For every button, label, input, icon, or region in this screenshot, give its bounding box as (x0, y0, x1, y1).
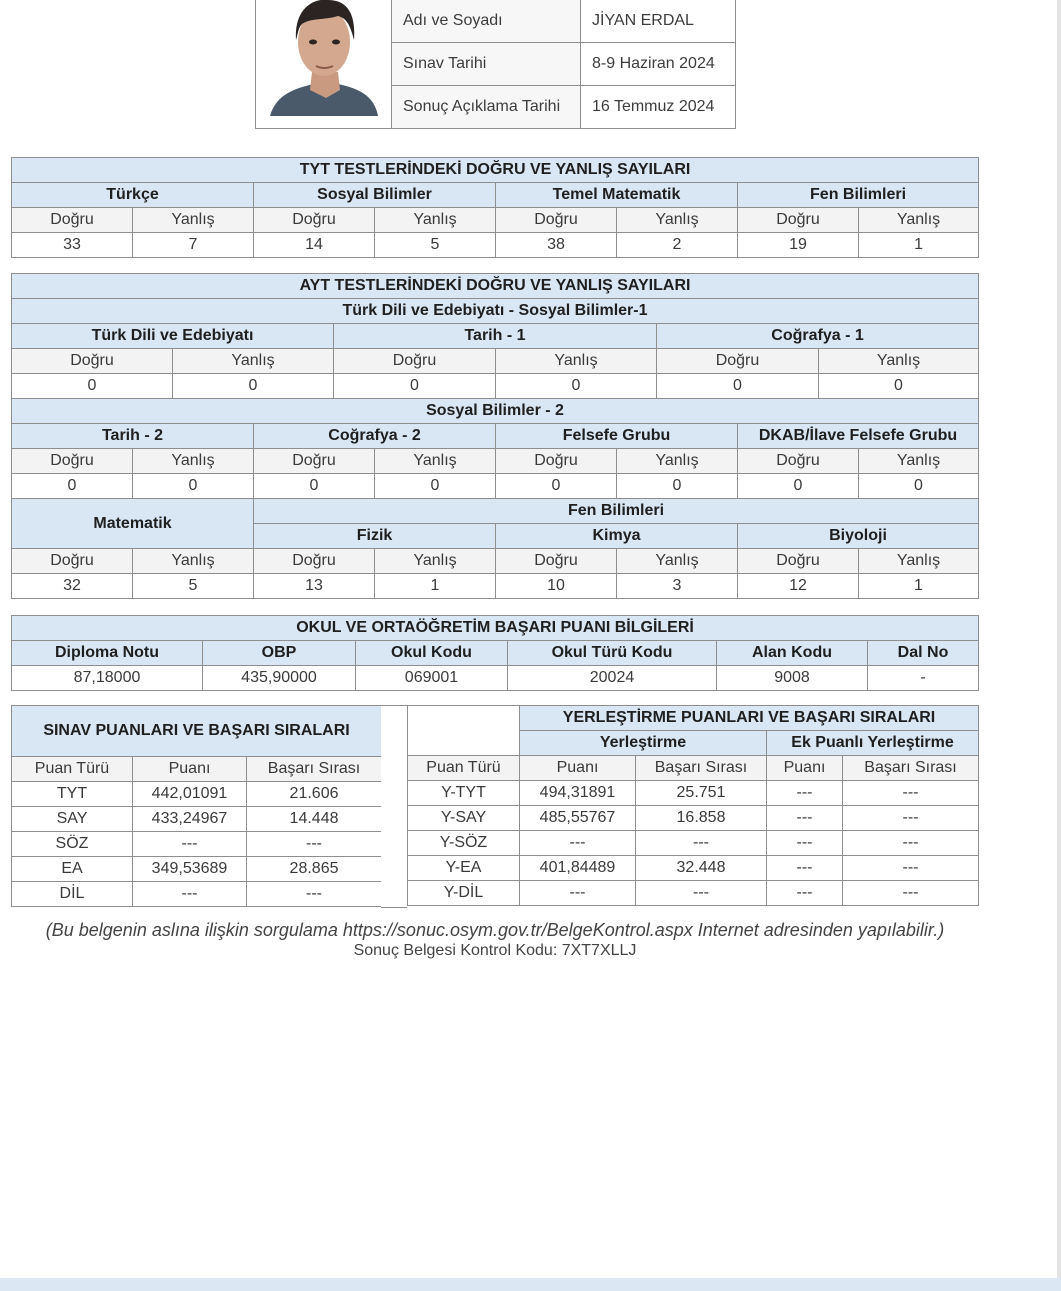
yanlis-header: Yanlış (375, 208, 496, 233)
yanlis-header: Yanlış (859, 549, 979, 574)
rank-value: 28.865 (247, 857, 382, 882)
dogru-value: 0 (12, 374, 173, 399)
dogru-value: 32 (12, 574, 133, 599)
yanlis-header: Yanlış (133, 208, 254, 233)
table-row (12, 832, 382, 857)
table-row (392, 43, 736, 86)
yanlis-header: Yanlış (617, 208, 738, 233)
yanlis-value: 0 (819, 374, 979, 399)
page-edge (1057, 0, 1061, 1291)
score-value: --- (133, 882, 247, 907)
table-row (12, 233, 979, 258)
table-row (12, 857, 382, 882)
dogru-value: 0 (334, 374, 496, 399)
yanlis-value: 7 (133, 233, 254, 258)
area-code-value: 9008 (717, 666, 868, 691)
table-row (12, 666, 979, 691)
score-value: --- (520, 831, 636, 856)
score-value: --- (133, 832, 247, 857)
ayt-subject-header: Tarih - 2 (12, 424, 254, 449)
obp-value: 435,90000 (203, 666, 356, 691)
rank-header: Başarı Sırası (843, 756, 979, 781)
extra-score-value: --- (767, 856, 843, 881)
yanlis-header: Yanlış (133, 549, 254, 574)
student-name: JİYAN ERDAL (581, 0, 736, 43)
dogru-value: 0 (496, 474, 617, 499)
ayt-subject-header: Fizik (254, 524, 496, 549)
dogru-header: Doğru (12, 349, 173, 374)
score-value: 433,24967 (133, 807, 247, 832)
dogru-header: Doğru (12, 449, 133, 474)
yanlis-value: 1 (859, 574, 979, 599)
rank-value: 16.858 (636, 806, 767, 831)
result-date: 16 Temmuz 2024 (581, 86, 736, 129)
yanlis-value: 0 (133, 474, 254, 499)
rank-value: 21.606 (247, 782, 382, 807)
obp-header: Alan Kodu (717, 641, 868, 666)
score-value: 442,01091 (133, 782, 247, 807)
placement-scores-table (407, 705, 979, 906)
personal-info-table (391, 0, 736, 129)
table-row (12, 782, 382, 807)
score-type: SAY (12, 807, 133, 832)
table-row (392, 86, 736, 129)
extra-score-value: --- (767, 806, 843, 831)
extra-rank-value: --- (843, 856, 979, 881)
yanlis-value: 1 (375, 574, 496, 599)
diploma-value: 87,18000 (12, 666, 203, 691)
score-type: Y-SAY (408, 806, 520, 831)
score-type: EA (12, 857, 133, 882)
table-row (408, 881, 979, 906)
control-code: Sonuç Belgesi Kontrol Kodu: 7XT7XLLJ (353, 942, 637, 959)
obp-header: OBP (203, 641, 356, 666)
dogru-value: 13 (254, 574, 375, 599)
rank-header: Başarı Sırası (636, 756, 767, 781)
photo-frame (255, 0, 392, 129)
yanlis-value: 0 (173, 374, 334, 399)
dogru-value: 12 (738, 574, 859, 599)
table-row (408, 781, 979, 806)
yanlis-value: 0 (496, 374, 657, 399)
dogru-value: 0 (12, 474, 133, 499)
score-header: Puanı (133, 757, 247, 782)
placement-sub-header: Yerleştirme (520, 731, 767, 756)
yanlis-value: 1 (859, 233, 979, 258)
bottom-bar (0, 1278, 1061, 1291)
rank-value: --- (247, 882, 382, 907)
rank-header: Başarı Sırası (247, 757, 382, 782)
score-value: 401,84489 (520, 856, 636, 881)
dogru-header: Doğru (738, 449, 859, 474)
name-label: Adı ve Soyadı (392, 0, 581, 43)
yanlis-value: 5 (375, 233, 496, 258)
yanlis-header: Yanlış (617, 549, 738, 574)
dogru-value: 33 (12, 233, 133, 258)
yanlis-value: 0 (859, 474, 979, 499)
score-header: Puanı (520, 756, 636, 781)
yanlis-header: Yanlış (819, 349, 979, 374)
extra-placement-sub-header: Ek Puanlı Yerleştirme (767, 731, 979, 756)
dogru-header: Doğru (496, 549, 617, 574)
ayt-subject-header: Coğrafya - 1 (657, 324, 979, 349)
yanlis-header: Yanlış (375, 449, 496, 474)
tyt-subject-header: Türkçe (12, 183, 254, 208)
branch-no-value: - (868, 666, 979, 691)
obp-title: OKUL VE ORTAÖĞRETİM BAŞARI PUANI BİLGİLERİ (12, 616, 979, 641)
obp-table (11, 615, 979, 691)
extra-rank-value: --- (843, 831, 979, 856)
ayt-subject-header: Kimya (496, 524, 738, 549)
table-row (408, 856, 979, 881)
dogru-header: Doğru (738, 208, 859, 233)
score-type: DİL (12, 882, 133, 907)
ayt-subject-header: Türk Dili ve Edebiyatı (12, 324, 334, 349)
yanlis-header: Yanlış (617, 449, 738, 474)
table-row (12, 807, 382, 832)
exam-date-label: Sınav Tarihi (392, 43, 581, 86)
score-type-header: Puan Türü (408, 756, 520, 781)
yanlis-header: Yanlış (133, 449, 254, 474)
yanlis-header: Yanlış (173, 349, 334, 374)
ayt-group2-title: Sosyal Bilimler - 2 (12, 399, 979, 424)
exam-scores-table (11, 705, 382, 907)
tyt-table (11, 157, 979, 258)
rank-value: 32.448 (636, 856, 767, 881)
placement-blank-corner (408, 706, 520, 756)
rank-value: 14.448 (247, 807, 382, 832)
ayt-subject-header: Tarih - 1 (334, 324, 657, 349)
school-type-value: 20024 (508, 666, 717, 691)
rank-value: --- (636, 831, 767, 856)
table-separator (381, 705, 407, 908)
dogru-header: Doğru (12, 549, 133, 574)
ayt-fen-title: Fen Bilimleri (254, 499, 979, 524)
ayt-group1-title: Türk Dili ve Edebiyatı - Sosyal Bilimler-1 (12, 299, 979, 324)
dogru-header: Doğru (254, 549, 375, 574)
score-value: 485,55767 (520, 806, 636, 831)
yanlis-header: Yanlış (496, 349, 657, 374)
tyt-subject-header: Sosyal Bilimler (254, 183, 496, 208)
yanlis-header: Yanlış (859, 208, 979, 233)
dogru-value: 38 (496, 233, 617, 258)
score-type: Y-SÖZ (408, 831, 520, 856)
table-row (12, 882, 382, 907)
ayt-subject-header: Biyoloji (738, 524, 979, 549)
obp-header: Okul Türü Kodu (508, 641, 717, 666)
ayt-table (11, 273, 979, 599)
extra-rank-value: --- (843, 881, 979, 906)
rank-value: --- (636, 881, 767, 906)
ayt-math-header: Matematik (12, 499, 254, 549)
score-value: 494,31891 (520, 781, 636, 806)
score-type: Y-DİL (408, 881, 520, 906)
ayt-subject-header: DKAB/İlave Felsefe Grubu (738, 424, 979, 449)
dogru-header: Doğru (738, 549, 859, 574)
extra-score-value: --- (767, 781, 843, 806)
ayt-subject-header: Felsefe Grubu (496, 424, 738, 449)
dogru-header: Doğru (657, 349, 819, 374)
tyt-subject-header: Temel Matematik (496, 183, 738, 208)
dogru-header: Doğru (496, 208, 617, 233)
score-type: Y-EA (408, 856, 520, 881)
dogru-value: 14 (254, 233, 375, 258)
table-row (392, 0, 736, 43)
tyt-subject-header: Fen Bilimleri (738, 183, 979, 208)
yanlis-header: Yanlış (859, 449, 979, 474)
dogru-value: 19 (738, 233, 859, 258)
ayt-title: AYT TESTLERİNDEKİ DOĞRU VE YANLIŞ SAYILARI (12, 274, 979, 299)
score-type: TYT (12, 782, 133, 807)
rank-value: 25.751 (636, 781, 767, 806)
yanlis-value: 0 (375, 474, 496, 499)
obp-header: Okul Kodu (356, 641, 508, 666)
ayt-subject-header: Coğrafya - 2 (254, 424, 496, 449)
placement-title: YERLEŞTİRME PUANLARI VE BAŞARI SIRALARI (520, 706, 979, 731)
yanlis-value: 5 (133, 574, 254, 599)
score-type-header: Puan Türü (12, 757, 133, 782)
dogru-header: Doğru (254, 449, 375, 474)
dogru-value: 0 (657, 374, 819, 399)
person-photo-icon (256, 0, 393, 129)
extra-score-value: --- (767, 881, 843, 906)
school-code-value: 069001 (356, 666, 508, 691)
dogru-header: Doğru (496, 449, 617, 474)
dogru-header: Doğru (334, 349, 496, 374)
dogru-header: Doğru (254, 208, 375, 233)
dogru-value: 0 (738, 474, 859, 499)
score-value: --- (520, 881, 636, 906)
score-type: Y-TYT (408, 781, 520, 806)
dogru-header: Doğru (12, 208, 133, 233)
table-row (12, 374, 979, 399)
table-row (12, 474, 979, 499)
score-type: SÖZ (12, 832, 133, 857)
yanlis-value: 2 (617, 233, 738, 258)
score-header: Puanı (767, 756, 843, 781)
table-row (12, 574, 979, 599)
table-row (408, 806, 979, 831)
score-value: 349,53689 (133, 857, 247, 882)
result-date-label: Sonuç Açıklama Tarihi (392, 86, 581, 129)
extra-score-value: --- (767, 831, 843, 856)
dogru-value: 0 (254, 474, 375, 499)
yanlis-value: 0 (617, 474, 738, 499)
yanlis-header: Yanlış (375, 549, 496, 574)
table-row (408, 831, 979, 856)
exam-scores-title: SINAV PUANLARI VE BAŞARI SIRALARI (12, 706, 382, 757)
tyt-title: TYT TESTLERİNDEKİ DOĞRU VE YANLIŞ SAYILARI (12, 158, 979, 183)
obp-header: Diploma Notu (12, 641, 203, 666)
rank-value: --- (247, 832, 382, 857)
obp-header: Dal No (868, 641, 979, 666)
extra-rank-value: --- (843, 781, 979, 806)
verification-note: (Bu belgenin aslına ilişkin sorgulama https://sonuc.osym.gov.tr/BelgeKontrol.aspx Internet adresinden yapılabilir.) (45, 920, 945, 940)
yanlis-value: 3 (617, 574, 738, 599)
extra-rank-value: --- (843, 806, 979, 831)
dogru-value: 10 (496, 574, 617, 599)
exam-date: 8-9 Haziran 2024 (581, 43, 736, 86)
